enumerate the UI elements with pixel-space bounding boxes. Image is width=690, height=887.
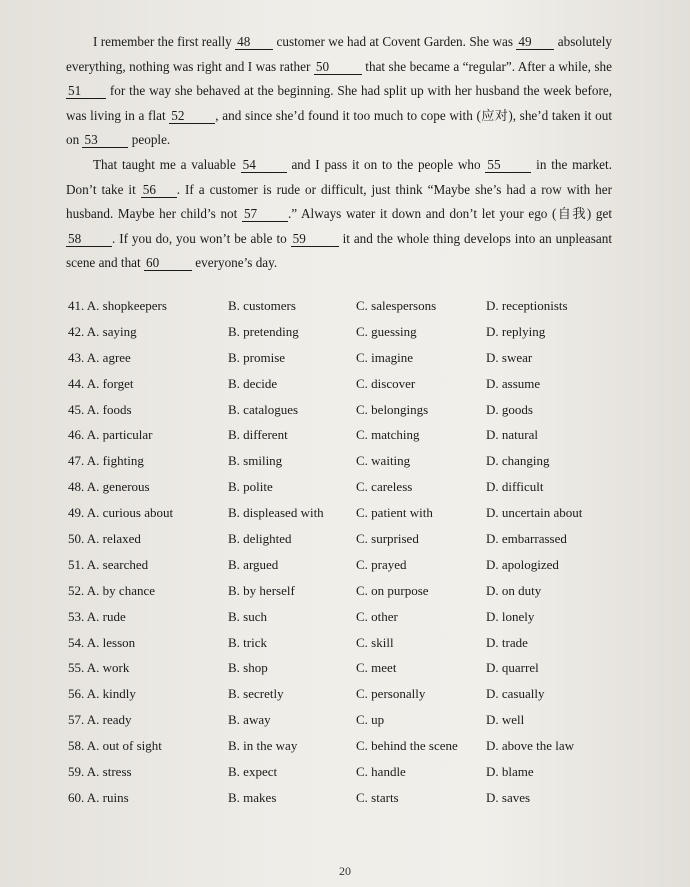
blank-54: 54 <box>241 157 287 173</box>
passage-text: . If a customer is rude or difficult, just think “Maybe she’s had a row with her husband. Maybe her child’s not <box>66 181 612 222</box>
option-row <box>68 402 628 428</box>
option-c: C. salespersons <box>356 298 437 313</box>
option-d: D. casually <box>486 686 545 702</box>
blank-59: 59 <box>291 231 339 247</box>
option-c: C. matching <box>356 427 420 443</box>
option-c: C. belongings <box>356 401 429 417</box>
passage-text: that she became a “regular”. After a while, she <box>361 58 612 74</box>
option-b: B. secretly <box>228 686 284 702</box>
option-c: C. patient with <box>356 505 433 521</box>
passage-text: people. <box>128 132 171 148</box>
option-b: B. catalogues <box>228 401 299 417</box>
passage-text: That taught me a valuable <box>93 156 241 172</box>
option-a: 41. A. shopkeepers <box>68 298 167 313</box>
option-d: D. replying <box>486 323 546 339</box>
option-d: D. uncertain about <box>486 505 583 521</box>
option-a: 48. A. generous <box>68 479 150 495</box>
option-b: B. delighted <box>228 531 292 547</box>
option-d: D. goods <box>486 401 533 417</box>
passage-text: and I pass it on to the people who <box>286 156 486 172</box>
option-c: C. on purpose <box>356 582 429 598</box>
paragraph-2 <box>66 153 612 276</box>
passage-text: , and since she’d found it too much to cope with (应对), she’d taken it out on <box>66 107 612 148</box>
option-row <box>68 609 628 635</box>
option-a: 57. A. ready <box>68 712 132 728</box>
option-b: B. trick <box>228 634 267 650</box>
option-row <box>68 350 628 376</box>
option-a: 45. A. foods <box>68 401 132 417</box>
option-c: C. prayed <box>356 556 407 572</box>
option-c: C. handle <box>356 764 406 780</box>
option-b: B. such <box>228 608 267 624</box>
blank-55: 55 <box>485 157 531 173</box>
option-d: D. embarrassed <box>486 531 567 547</box>
option-row <box>68 660 628 686</box>
option-a: 44. A. forget <box>68 375 134 391</box>
option-d: D. assume <box>486 375 541 391</box>
option-a: 46. A. particular <box>68 427 153 443</box>
option-row <box>68 479 628 505</box>
option-a: 42. A. saying <box>68 323 137 339</box>
page-number: 20 <box>339 864 351 878</box>
option-b: B. pretending <box>228 323 299 339</box>
option-d: D. blame <box>486 764 534 780</box>
passage-text: for the way she behaved at the beginning. She had split up with her husband the week before, was living in a flat <box>66 83 612 123</box>
option-d: D. saves <box>486 789 531 805</box>
blank-50: 50 <box>314 59 362 75</box>
option-row <box>68 764 628 790</box>
option-a: 52. A. by chance <box>68 582 156 598</box>
option-c: C. skill <box>356 634 394 650</box>
option-b: B. shop <box>228 660 268 676</box>
option-d: D. natural <box>486 427 538 443</box>
option-a: 49. A. curious about <box>68 505 174 521</box>
blank-57: 57 <box>242 206 288 222</box>
option-b: B. smiling <box>228 453 283 469</box>
option-row <box>68 505 628 531</box>
passage-text: everyone’s day. <box>192 255 278 271</box>
option-a: 54. A. lesson <box>68 634 136 650</box>
option-c: C. discover <box>356 375 416 391</box>
option-row <box>68 635 628 661</box>
option-a: 47. A. fighting <box>68 453 144 469</box>
option-b: B. argued <box>228 556 279 572</box>
option-b: B. makes <box>228 789 277 805</box>
passage-text: .” Always water it down and don’t let your ego (自我) get <box>287 206 612 222</box>
option-d: D. trade <box>486 634 528 650</box>
option-d: D. difficult <box>486 479 544 495</box>
option-row <box>68 453 628 479</box>
option-d: D. lonely <box>486 608 535 624</box>
option-a: 59. A. stress <box>68 764 132 780</box>
blank-51: 51 <box>66 83 106 99</box>
answer-options <box>68 298 628 816</box>
option-c: C. behind the scene <box>356 738 458 754</box>
option-a: 58. A. out of sight <box>68 738 162 754</box>
option-row <box>68 738 628 764</box>
option-a: 55. A. work <box>68 660 130 676</box>
blank-49: 49 <box>516 34 554 50</box>
option-d: D. on duty <box>486 582 542 598</box>
option-c: C. meet <box>356 660 397 676</box>
option-row <box>68 557 628 583</box>
passage-text: customer we had at Covent Garden. She was <box>273 34 517 49</box>
option-d: D. quarrel <box>486 660 539 676</box>
option-d: D. swear <box>486 349 533 365</box>
option-a: 53. A. rude <box>68 608 126 624</box>
option-b: B. expect <box>228 764 278 780</box>
option-row <box>68 427 628 453</box>
option-a: 51. A. searched <box>68 556 149 572</box>
blank-53: 53 <box>82 132 128 148</box>
option-a: 50. A. relaxed <box>68 531 141 547</box>
option-c: C. careless <box>356 479 413 495</box>
blank-56: 56 <box>141 182 177 198</box>
option-d: D. changing <box>486 453 550 469</box>
option-b: B. decide <box>228 375 278 391</box>
option-c: C. personally <box>356 686 426 702</box>
option-row <box>68 686 628 712</box>
option-row <box>68 712 628 738</box>
passage-text: it and the whole thing develops into an unpleasant scene and that <box>66 230 612 271</box>
option-c: C. surprised <box>356 531 419 547</box>
option-row <box>68 298 628 324</box>
blank-52: 52 <box>169 108 215 124</box>
option-row <box>68 324 628 350</box>
option-c: C. guessing <box>356 323 417 339</box>
option-row <box>68 790 628 816</box>
blank-58: 58 <box>66 231 112 247</box>
option-c: C. imagine <box>356 349 414 365</box>
option-b: B. away <box>228 712 271 728</box>
option-b: B. displeased with <box>228 505 324 521</box>
option-a: 56. A. kindly <box>68 686 136 702</box>
blank-60: 60 <box>144 255 192 271</box>
option-c: C. waiting <box>356 453 411 469</box>
passage-text: I remember the first really <box>93 34 236 49</box>
option-a: 60. A. ruins <box>68 789 129 805</box>
option-b: B. different <box>228 427 288 443</box>
option-a: 43. A. agree <box>68 349 131 365</box>
passage-text: absolutely everything, nothing was right and I was rather <box>66 34 612 74</box>
option-b: B. customers <box>228 298 296 313</box>
option-b: B. in the way <box>228 738 298 754</box>
option-d: D. receptionists <box>486 298 568 313</box>
option-row <box>68 376 628 402</box>
option-d: D. apologized <box>486 556 559 572</box>
option-row <box>68 531 628 557</box>
blank-48: 48 <box>235 34 273 50</box>
option-row <box>68 583 628 609</box>
option-c: C. starts <box>356 789 399 805</box>
option-c: C. other <box>356 608 398 624</box>
paragraph-1 <box>66 30 612 153</box>
cloze-passage <box>66 30 612 276</box>
option-b: B. promise <box>228 349 286 365</box>
passage-text: . If you do, you won’t be able to <box>112 230 291 246</box>
option-d: D. well <box>486 712 525 728</box>
option-b: B. polite <box>228 479 273 495</box>
option-c: C. up <box>356 712 385 728</box>
option-b: B. by herself <box>228 582 295 598</box>
passage-text: in the market. Don’t take it <box>66 156 612 197</box>
option-d: D. above the law <box>486 738 575 754</box>
